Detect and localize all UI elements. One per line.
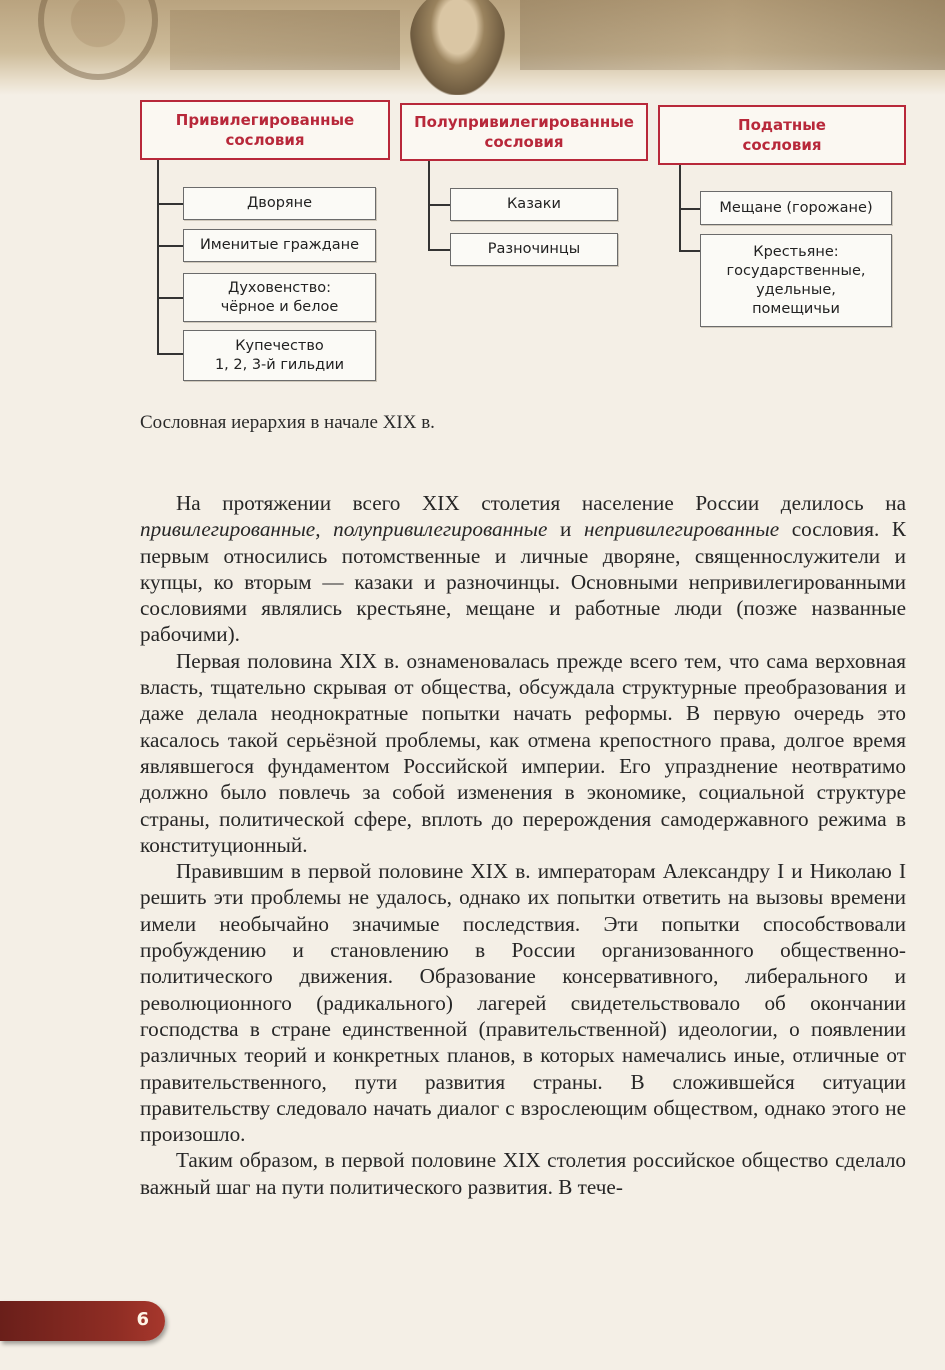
taxed-header: Податные сословия: [658, 105, 906, 165]
semi-privileged-header: Полупривилегированные сословия: [400, 103, 648, 161]
nobles-box: Дворяне: [183, 187, 376, 220]
paragraph-text: Таким образом, в первой половине XIX столетия российское общество сделало важный шаг на пути политического развития. В тече-: [140, 1148, 906, 1199]
diagram-caption: Сословная иерархия в начале XIX в.: [140, 412, 435, 433]
merchants-box: Купечество 1, 2, 3-й гильдии: [183, 330, 376, 381]
paragraph: [140, 858, 906, 1147]
privileged-header: Привилегированные сословия: [140, 100, 390, 160]
paragraph-text: сословия. К первым относились потомственные и личные дворяне, священнослужители и купцы, ко вторым — казаки и разночинцы. Основными непривилегированными сословиями являлись крестьяне, мещане и работные люди (позже названные рабочими).: [140, 517, 906, 647]
page-number-tab: [0, 1301, 165, 1341]
peasants-box: Крестьяне: государственные, удельные, помещичьи: [700, 234, 892, 327]
italic-term: привилегированные, полупривилегированные: [140, 517, 548, 542]
page-number: 6: [136, 1309, 149, 1330]
eminent-citizens-box: Именитые граждане: [183, 229, 376, 262]
paragraph-text: и: [547, 517, 584, 542]
paragraph: [140, 490, 906, 648]
raznochintsy-box: Разночинцы: [450, 233, 618, 266]
paragraph-text: Первая половина XIX в. ознаменовалась прежде всего тем, что сама верховная власть, тщательно скрывая от общества, обсуждала структурные преобразования и даже делала неоднократные попытки начать реформы. В первую очередь это касалось такой серьёзной проблемы, как отмена крепостного права, долгое время являвшегося фундаментом Российской империи. Его упразднение неотвратимо должно было повлечь за собой изменения в экономике, социальной структуре страны, политической сфере, вплоть до перерождения самодержавного режима в конституционный.: [140, 648, 906, 857]
italic-term: непривилегированные: [583, 517, 780, 542]
paragraph-text: Правившим в первой половине XIX в. императорам Александру I и Николаю I решить эти проблемы не удалось, однако их попытки ответить на вызовы времени имели необычайно значимые последствия. Эти попытки способствовали пробуждению и становлению в России организованного общественно-политического движения. Образование консервативного, либерального и революционного (радикального) лагерей свидетельствовало об окончании господства в стране единственной (правительственной) идеологии, о появлении различных теорий и конкретных планов, в которых намечались иные, отличные от правительственного, пути развития страны. В сложившейся ситуации правительству следовало начать диалог с взрослеющим обществом, однако этого не произошло.: [140, 859, 906, 1147]
body-text: [140, 490, 906, 1200]
paragraph: [140, 648, 906, 858]
estate-hierarchy-diagram: [0, 0, 945, 400]
townspeople-box: Мещане (горожане): [700, 191, 892, 225]
paragraph-text: На протяжении всего XIX столетия население России делилось на: [176, 491, 906, 515]
cossacks-box: Казаки: [450, 188, 618, 221]
paragraph: [140, 1147, 906, 1200]
clergy-box: Духовенство: чёрное и белое: [183, 273, 376, 322]
